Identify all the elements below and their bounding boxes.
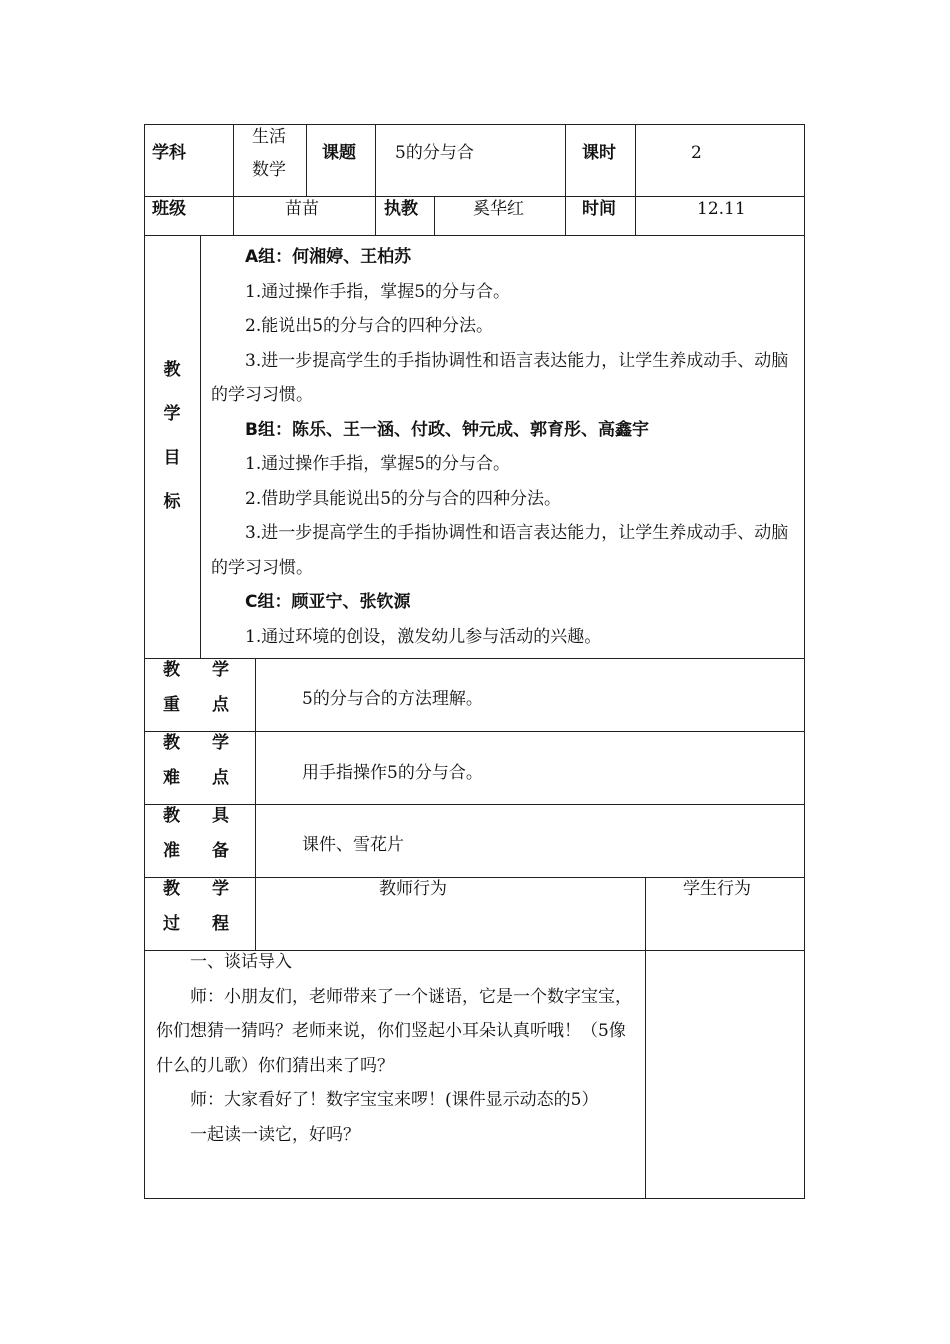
materials-value: 课件、雪花片 <box>302 835 404 855</box>
difficulties-label-char: 学 <box>212 733 229 753</box>
time-value: 12.11 <box>697 199 746 219</box>
materials-label-char: 准 <box>163 841 180 861</box>
group-c-title: C组：顾亚宁、张钦源 <box>245 592 411 612</box>
row-divider-3 <box>144 658 805 659</box>
row-divider-4 <box>144 731 805 732</box>
process-section-title: 一、谈话导入 <box>190 952 292 972</box>
group-a-title: A组：何湘婷、王柏苏 <box>245 247 412 267</box>
materials-label-char: 具 <box>212 806 229 826</box>
key-points-label-char: 教 <box>163 660 180 680</box>
objectives-label <box>157 348 187 524</box>
table-border-bottom <box>144 1198 805 1199</box>
teacher-value: 奚华红 <box>473 199 524 219</box>
student-behavior-header: 学生行为 <box>683 879 751 899</box>
difficulties-label-char: 点 <box>212 768 229 788</box>
topic-label: 课题 <box>322 143 356 163</box>
col-divider-header <box>306 124 307 196</box>
subject-label: 学科 <box>152 143 186 163</box>
process-label-char: 学 <box>212 879 229 899</box>
objectives-label-char: 目 <box>163 448 181 468</box>
group-b-item: 2.借助学具能说出5的分与合的四种分法。 <box>245 488 562 509</box>
class-label: 班级 <box>152 199 186 219</box>
process-label-char: 程 <box>212 914 229 934</box>
group-b-title: B组：陈乐、王一涵、付政、钟元成、郭育彤、高鑫宇 <box>245 419 649 440</box>
teacher-label: 执教 <box>384 199 418 219</box>
process-label-char: 过 <box>163 914 180 934</box>
col-divider-header <box>233 124 234 236</box>
key-points-label-char: 重 <box>163 695 180 715</box>
objectives-label-char: 教 <box>163 360 181 380</box>
row-divider-1 <box>144 196 805 197</box>
table-border-left <box>144 124 145 1199</box>
difficulties-label-char: 教 <box>163 733 180 753</box>
materials-label-char: 教 <box>163 806 180 826</box>
subject-value-line2: 数学 <box>252 160 286 180</box>
process-content <box>156 945 640 1152</box>
period-value: 2 <box>691 143 702 163</box>
table-border-top <box>144 124 805 125</box>
process-label-char: 教 <box>163 879 180 899</box>
group-b-item: 3.进一步提高学生的手指协调性和语言表达能力，让学生养成动手、动脑的学习习惯。 <box>211 523 789 578</box>
group-a-item: 1.通过操作手指，掌握5的分与合。 <box>245 281 511 302</box>
group-c-item: 1.通过环境的创设，激发幼儿参与活动的兴趣。 <box>245 626 602 647</box>
col-divider-header <box>375 124 376 236</box>
table-border-right <box>804 124 805 1199</box>
key-points-label-char: 点 <box>212 695 229 715</box>
objectives-content <box>211 240 798 654</box>
col-divider-labels <box>255 658 256 951</box>
difficulties-label-char: 难 <box>163 768 180 788</box>
process-paragraph: 师：大家看好了！数字宝宝来啰！(课件显示动态的5） <box>190 1090 599 1110</box>
row-divider-5 <box>144 804 805 805</box>
subject-value-line1: 生活 <box>252 127 286 147</box>
row-divider-2 <box>144 235 805 236</box>
col-divider-student <box>645 877 646 1199</box>
group-b-item: 1.通过操作手指，掌握5的分与合。 <box>245 454 511 474</box>
col-divider-header <box>434 196 435 236</box>
difficulties-value: 用手指操作5的分与合。 <box>302 763 483 783</box>
col-divider-header <box>565 124 566 236</box>
period-label: 课时 <box>582 143 616 163</box>
group-a-item: 3.进一步提高学生的手指协调性和语言表达能力，让学生养成动手、动脑的学习习惯。 <box>211 350 789 405</box>
col-divider-header <box>635 124 636 236</box>
key-points-label-char: 学 <box>212 660 229 680</box>
process-paragraph: 师：小朋友们，老师带来了一个谜语，它是一个数字宝宝，你们想猜一猜吗？老师来说，你们竖起小耳朵认真听哦！（5像什么的儿歌）你们猜出来了吗？ <box>156 986 632 1076</box>
row-divider-6 <box>144 877 805 878</box>
time-label: 时间 <box>582 199 616 219</box>
process-paragraph: 一起读一读它，好吗？ <box>190 1124 360 1145</box>
key-points-value: 5的分与合的方法理解。 <box>302 689 483 709</box>
teacher-behavior-header: 教师行为 <box>379 879 447 899</box>
materials-label-char: 备 <box>212 841 229 861</box>
group-a-item: 2.能说出5的分与合的四种分法。 <box>245 316 494 336</box>
objectives-label-char: 学 <box>163 404 181 424</box>
objectives-label-char: 标 <box>163 492 181 512</box>
topic-value: 5的分与合 <box>395 143 474 163</box>
class-value: 苗苗 <box>285 199 319 219</box>
col-divider-objectives <box>200 235 201 659</box>
